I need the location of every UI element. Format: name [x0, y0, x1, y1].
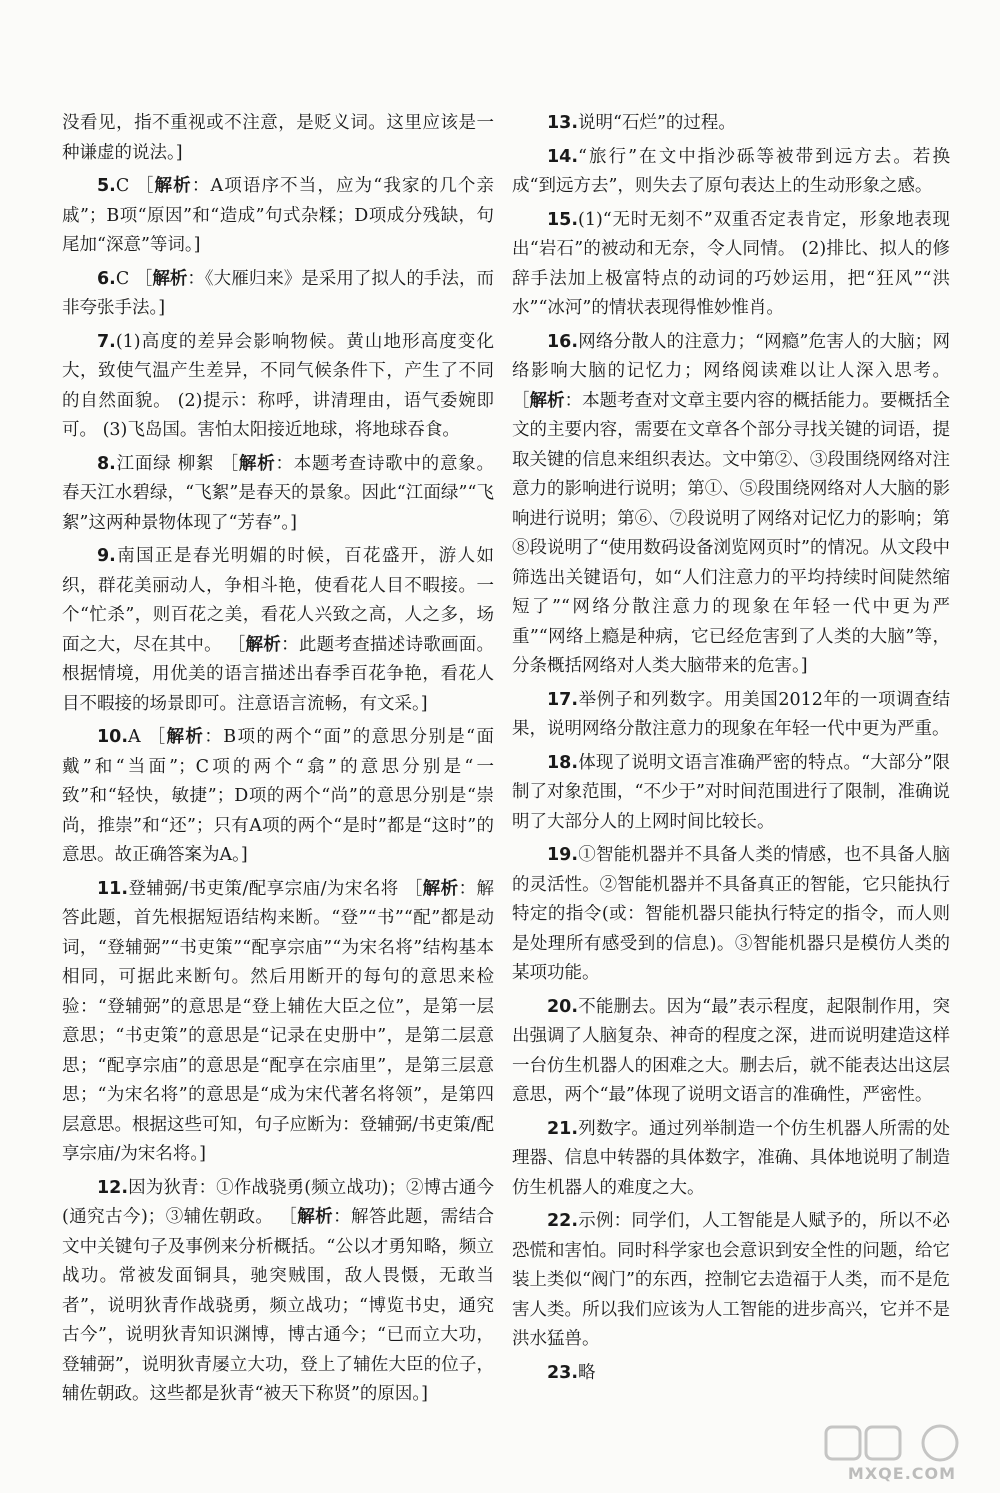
answer-number: 23. [547, 1362, 579, 1383]
answer-text: C ［ [115, 268, 153, 289]
answer-number: 19. [547, 845, 579, 865]
answer-number: 10. [97, 727, 129, 747]
answer-item [62, 328, 494, 446]
answer-item [512, 206, 950, 324]
answer-text: 因为狄青：①作战骁勇(频立战功)；②博古通今(通究古今)；③辅佐朝政。 ［ [62, 1177, 494, 1227]
answer-item [512, 841, 950, 989]
answer-number: 16. [547, 331, 579, 352]
answer-item [62, 109, 494, 168]
analysis-text: ：本题考查诗歌中的意象。春天江水碧绿，“飞絮”是春天的景象。因此“江面绿”“飞絮”这两种景物体现了“芳春”。] [62, 453, 494, 533]
answer-item [62, 875, 494, 1170]
answer-item [512, 328, 950, 682]
answer-number: 5. [97, 176, 116, 196]
analysis-text: ：《大雁归来》是采用了拟人的手法，而非夸张手法。] [62, 268, 495, 318]
answer-text: 举例子和列数字。用美国2012年的一项调查结果，说明网络分散注意力的现象在年轻一代中更为严重。 [512, 689, 950, 739]
answer-number: 17. [547, 689, 579, 710]
analysis-text: ：解答此题，需结合文中关键句子及事例来分析概括。“公以才勇知略，频立战功。常被发面铜具，驰突贼围，敌人畏慑，无敢当者”，说明狄青作战骁勇，频立战功；“博览书史，通究古今”，说明狄青知识渊博，博古通今；“已而立大功，登辅弼”，说明狄青屡立大功，登上了辅佐大臣的位子，辅佐朝政。这些都是狄青“被天下称贤”的原因。] [62, 1207, 495, 1404]
answer-item [62, 723, 494, 871]
answer-number: 20. [547, 996, 579, 1017]
answer-number: 12. [97, 1177, 129, 1198]
watermark-text: MXQE.COM [847, 1464, 957, 1483]
analysis-tag: 解析 [238, 453, 276, 474]
answer-number: 21. [547, 1118, 579, 1139]
answer-item [512, 749, 950, 838]
answer-number: 18. [547, 752, 579, 773]
analysis-text: ：本题考查对文章主要内容的概括能力。要概括全文的主要内容，需要在文章各个部分寻找关键的词语，提取关键的信息来组织表达。文中第②、③段围绕网络对注意力的影响进行说明；第①、⑤段围绕网络对人大脑的影响进行说明；第⑥、⑦段说明了网络对记忆力的影响；第⑧段说明了“使用数码设备浏览网页时”的情况。从文段中筛选出关键语句，如“人们注意力的平均持续时间陡然缩短了”“网络分散注意力的现象在年轻一代中更为严重”“网络上瘾是种病，它已经危害到了人类的大脑”等，分条概括网络对人类大脑带来的危害。] [512, 390, 951, 676]
answer-item [62, 450, 494, 539]
analysis-tag: 解析 [245, 634, 282, 655]
answer-text: 网络分散人的注意力；“网瘾”危害人的大脑；网络影响大脑的记忆力；网络阅读难以让人深入思考。 ［ [512, 331, 950, 411]
answer-item [62, 172, 494, 261]
answer-number: 15. [547, 209, 579, 230]
answer-text: 不能删去。因为“最”表示程度，起限制作用，突出强调了人脑复杂、神奇的程度之深，进而说明建造这样一台仿生机器人的困难之大。删去后，就不能表达出这层意思，两个“最”体现了说明文语言的准确性，严密性。 [512, 996, 950, 1105]
watermark-logo-icon [822, 1421, 982, 1465]
answer-text: “旅行”在文中指沙砾等被带到远方去。若换成“到远方去”，则失去了原句表达上的生动形象之感。 [512, 146, 950, 196]
answer-text: 没看见，指不重视或不注意，是贬义词。这里应该是一种谦虚的说法。] [62, 113, 494, 163]
answer-item [512, 109, 950, 139]
answer-item [512, 686, 950, 745]
analysis-tag: 解析 [529, 390, 565, 411]
analysis-tag: 解析 [166, 727, 205, 747]
answer-text: (1)高度的差异会影响物候。黄山地形高度变化大，致使气温产生差异，不同气候条件下，产生了不同的自然面貌。 (2)提示：称呼，讲清理由，语气委婉即可。 (3)飞岛国。害怕太阳接近地球，将地球吞食。 [62, 331, 494, 440]
answer-text: 略 [578, 1362, 596, 1383]
answer-number: 22. [547, 1211, 579, 1231]
answer-column-right [512, 109, 950, 1392]
answer-column-left [62, 109, 494, 1414]
analysis-tag: 解析 [154, 176, 192, 196]
answer-text: 说明“石烂”的过程。 [578, 113, 736, 133]
answer-item [512, 993, 950, 1111]
answer-number: 8. [97, 453, 116, 474]
answer-item [512, 1207, 950, 1355]
answer-text: C ［ [115, 176, 155, 196]
answer-item [62, 265, 494, 324]
analysis-tag: 解析 [297, 1207, 334, 1227]
answer-text: 示例：同学们，人工智能是人赋予的，所以不必恐慌和害怕。同时科学家也会意识到安全性的问题，给它装上类似“阀门”的东西，控制它去造福于人类，而不是危害人类。所以我们应该为人工智能的进步高兴，它并不是洪水猛兽。 [512, 1211, 950, 1349]
answer-item [62, 542, 494, 719]
answer-number: 6. [97, 268, 116, 289]
answer-item [512, 1359, 950, 1389]
answer-number: 9. [97, 546, 116, 566]
answer-text: 江面绿 柳絮 ［ [115, 453, 239, 474]
answer-text: 体现了说明文语言准确严密的特点。“大部分”限制了对象范围，“不少于”对时间范围进行了限制，准确说明了大部分人的上网时间比较长。 [512, 752, 950, 832]
answer-item [62, 1174, 494, 1410]
answer-number: 7. [97, 331, 116, 352]
analysis-text: ：A项语序不当，应为“我家的几个亲戚”；B项“原因”和“造成”句式杂糅；D项成分残缺，句尾加“深意”等词。] [62, 176, 494, 255]
analysis-tag: 解析 [422, 878, 459, 899]
answer-number: 14. [547, 146, 579, 167]
analysis-text: ：解答此题，首先根据短语结构来断。“登”“书”“配”都是动词，“登辅弼”“书吏策”“配享宗庙”“为宋名将”结构基本相同，可据此来断句。然后用断开的每句的意思来检验：“登辅弼”的意思是“登上辅佐大臣之位”，是第一层意思；“书吏策”的意思是“记录在史册中”，是第二层意思；“配享宗庙”的意思是“配享在宗庙里”，是第三层意思；“为宋名将”的意思是“成为宋代著名将领”，是第四层意思。根据这些可知，句子应断为：登辅弼/书吏策/配享宗庙/为宋名将。] [62, 878, 495, 1164]
answer-item [512, 143, 950, 202]
analysis-text: ：B项的两个“面”的意思分别是“面戴”和“当面”；C项的两个“翕”的意思分别是“一致”和“轻快，敏捷”；D项的两个“尚”的意思分别是“崇尚，推崇”和“还”；只有A项的两个“是时”都是“这时”的意思。故正确答案为A。] [62, 727, 495, 865]
answer-item [512, 1115, 950, 1204]
answer-text: 登辅弼/书吏策/配享宗庙/为宋名将 ［ [128, 878, 423, 899]
answer-text: A ［ [128, 727, 167, 747]
answer-number: 13. [547, 113, 579, 133]
answer-text: (1)“无时无刻不”双重否定表肯定，形象地表现出“岩石”的被动和无奈，令人同情。 (2)排比、拟人的修辞手法加上极富特点的动词的巧妙运用，把“狂风”“洪水”“冰河”的情状表现得惟妙惟肖。 [512, 209, 950, 318]
watermark-logo [822, 1421, 982, 1483]
answer-text: 南国正是春光明媚的时候，百花盛开，游人如织，群花美丽动人，争相斗艳，使看花人目不暇接。一个“忙杀”，则百花之美，看花人兴致之高，人之多，场面之大，尽在其中。 ［ [62, 546, 494, 655]
answer-text: ①智能机器并不具备人类的情感，也不具备人脑的灵活性。②智能机器并不具备真正的智能，它只能执行特定的指令(或：智能机器只能执行特定的指令，而人则是处理所有感受到的信息)。③智能机器只是模仿人类的某项功能。 [512, 845, 950, 983]
analysis-tag: 解析 [152, 268, 188, 289]
analysis-text: ：此题考查描述诗歌画面。根据情境，用优美的语言描述出春季百花争艳，看花人目不暇接的场景即可。注意语言流畅，有文采。] [62, 634, 495, 714]
answer-number: 11. [97, 878, 129, 899]
answer-text: 列数字。通过列举制造一个仿生机器人所需的处理器、信息中转器的具体数字，准确、具体地说明了制造仿生机器人的难度之大。 [512, 1118, 950, 1198]
